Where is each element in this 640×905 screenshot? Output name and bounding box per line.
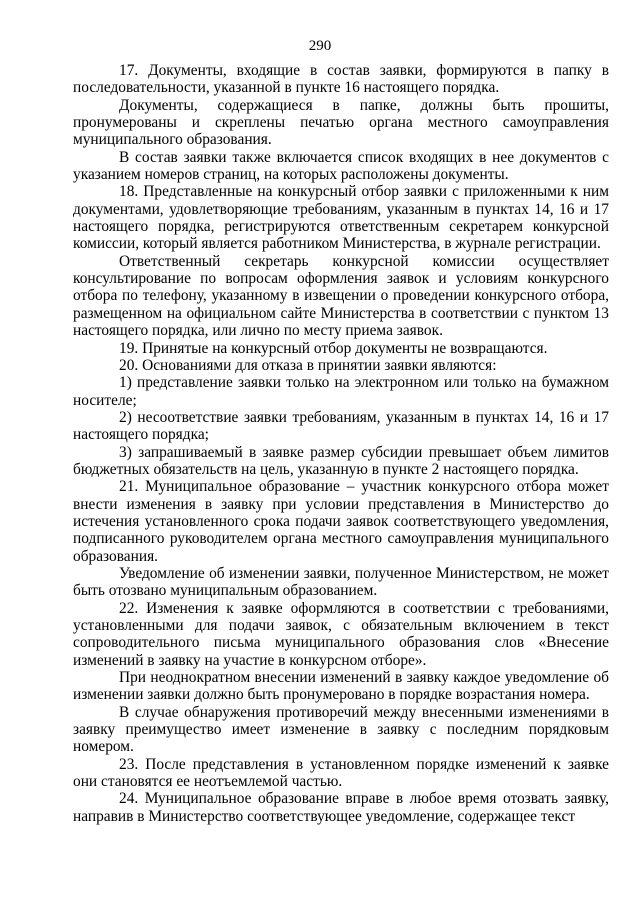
paragraph-22: 22. Изменения к заявке оформляются в соответствии с требованиями, установленными для подачи заявок, с обязательным включением в текст сопроводительного письма муниципального образования слов «Внесение изменений в заявку на участие в конкурсном отборе».	[73, 599, 609, 669]
paragraph-23: 23. После представления в установленном порядке изменений к заявке они становятся ее неотъемлемой частью.	[73, 755, 609, 791]
paragraph-17-list: В состав заявки также включается список входящих в нее документов с указанием номеров страниц, на которых расположены документы.	[73, 148, 609, 184]
paragraph-17-folder: Документы, содержащиеся в папке, должны быть прошиты, пронумерованы и скреплены печатью органа местного самоуправления муниципального образования.	[73, 96, 609, 149]
paragraph-20: 20. Основаниями для отказа в принятии заявки являются:	[119, 356, 497, 374]
paragraph-20-item-2: 2) несоответствие заявки требованиям, указанным в пунктах 14, 16 и 17 настоящего порядка;	[73, 408, 609, 444]
paragraph-18: 18. Представленные на конкурсный отбор заявки с приложенными к ним документами, удовлетворяющие требованиям, указанным в пунктах 14, 16 и 17 настоящего порядка, регистрируются ответственным секретарем конкурсной комиссии, который является работником Министерства, в журнале регистрации.	[73, 183, 609, 253]
paragraph-22-numbering: При неоднократном внесении изменений в заявку каждое уведомление об изменении заявки должно быть пронумеровано в порядке возрастания номера.	[73, 669, 609, 704]
paragraph-17: 17. Документы, входящие в состав заявки, формируются в папку в последовательности, указанной в пункте 16 настоящего порядка.	[73, 62, 609, 97]
document-body	[73, 62, 609, 825]
paragraph-21: 21. Муниципальное образование – участник конкурсного отбора может внести изменения в заявку при условии представления в Министерство до истечения установленного срока подачи заявок соответствующего уведомления, подписанного руководителем органа местного самоуправления муниципального образования.	[73, 478, 609, 565]
paragraph-19: 19. Принятые на конкурсный отбор документы не возвращаются.	[119, 339, 548, 357]
paragraph-21-notice: Уведомление об изменении заявки, полученное Министерством, не может быть отозвано муниципальным образованием.	[73, 564, 609, 600]
paragraph-18-secretary: Ответственный секретарь конкурсной комиссии осуществляет консультирование по вопросам оформления заявок и условиям конкурсного отбора по телефону, указанному в извещении о проведении конкурсного отбора, размещенном на официальном сайте Министерства в соответствии с пунктом 13 настоящего порядка, или лично по месту приема заявок.	[73, 252, 609, 340]
paragraph-22-conflicts: В случае обнаружения противоречий между внесенными изменениями в заявку преимущество имеет изменение в заявку с последним порядковым номером.	[73, 703, 609, 756]
paragraph-20-item-1: 1) представление заявки только на электронном или только на бумажном носителе;	[73, 374, 609, 409]
paragraph-20-item-3: 3) запрашиваемый в заявке размер субсидии превышает объем лимитов бюджетных обязательств на цель, указанную в пункте 2 настоящего порядка.	[73, 443, 609, 478]
page-number: 290	[308, 38, 332, 54]
paragraph-24: 24. Муниципальное образование вправе в любое время отозвать заявку, направив в Министерство соответствующее уведомление, содержащее текст	[73, 790, 609, 825]
